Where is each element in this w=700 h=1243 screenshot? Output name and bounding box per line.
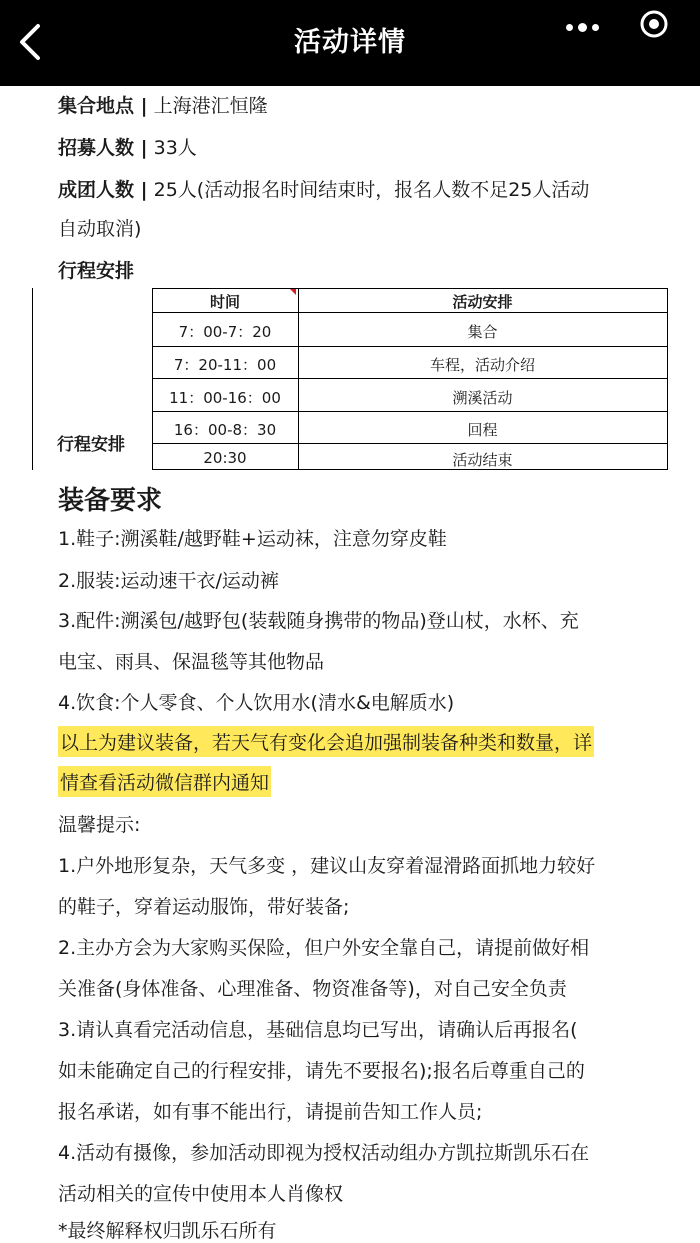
tip-line: 关准备(身体准备、心理准备、物资准备等)，对自己安全负责 <box>58 978 567 1000</box>
tip-line: *最终解释权归凯乐石所有 <box>58 1220 277 1242</box>
equipment-item: 电宝、雨具、保温毯等其他物品 <box>58 651 325 673</box>
tip-line: 1.户外地形复杂，天气多变 ，建议山友穿着湿滑路面抓地力较好 <box>58 855 596 877</box>
tip-line: 3.请认真看完活动信息，基础信息均已写出，请确认后再报名( <box>58 1019 578 1041</box>
table-cell-activity: 车程，活动介绍 <box>429 356 535 374</box>
location-row <box>58 91 268 118</box>
more-dots-icon[interactable] <box>566 20 602 34</box>
table-cell-activity: 集合 <box>467 323 498 341</box>
recruit-row <box>58 133 197 160</box>
top-nav-bar <box>0 0 700 86</box>
tip-line: 的鞋子，穿着运动服饰，带好装备; <box>58 896 350 918</box>
table-cell-time: 16：00-8：30 <box>173 421 277 439</box>
table-cell-time: 7：20-11：00 <box>173 356 277 374</box>
location-value: 上海港汇恒隆 <box>147 95 268 117</box>
table-cell-time: 7：00-7：20 <box>178 323 272 341</box>
schedule-row-label: 行程安排 <box>57 435 125 455</box>
table-cell-time: 11：00-16：00 <box>169 389 281 407</box>
table-cell-activity: 溯溪活动 <box>452 389 513 407</box>
page-title: 活动详情 <box>294 27 406 58</box>
recruit-value: 33人 <box>147 137 197 159</box>
equipment-item: 1.鞋子:溯溪鞋/越野鞋+运动袜，注意勿穿皮鞋 <box>58 528 447 550</box>
column-header-time: 时间 <box>209 293 240 311</box>
table-cell-activity: 活动结束 <box>452 451 513 469</box>
equipment-notice-highlight: 以上为建议装备，若天气有变化会追加强制装备种类和数量，详 <box>58 726 594 757</box>
equipment-item: 3.配件:溯溪包/越野包(装载随身携带的物品)登山杖，水杯、充 <box>58 610 579 632</box>
group-row <box>58 175 589 202</box>
schedule-heading: 行程安排 <box>58 260 135 282</box>
table-cell-time: 20:30 <box>203 449 247 467</box>
equipment-notice-highlight: 情查看活动微信群内通知 <box>58 766 271 797</box>
equipment-item: 4.饮食:个人零食、个人饮用水(清水&电解质水) <box>58 692 455 714</box>
tip-line: 4.活动有摄像，参加活动即视为授权活动组办方凯拉斯凯乐石在 <box>58 1142 590 1164</box>
tip-line: 报名承诺，如有事不能出行，请提前告知工作人员; <box>58 1101 483 1123</box>
tips-heading: 温馨提示: <box>58 814 141 836</box>
table-cell-activity: 回程 <box>467 421 498 439</box>
group-value-continued: 自动取消) <box>58 218 142 240</box>
tip-line: 2.主办方会为大家购买保险，但户外安全靠自己，请提前做好相 <box>58 937 590 959</box>
group-label: 成团人数 | <box>58 179 148 201</box>
location-label: 集合地点 | <box>58 95 148 117</box>
recruit-label: 招募人数 | <box>58 137 148 159</box>
tip-line: 活动相关的宣传中使用本人肖像权 <box>58 1183 344 1205</box>
group-value: 25人(活动报名时间结束时，报名人数不足25人活动 <box>147 179 590 201</box>
target-icon[interactable] <box>638 8 670 40</box>
schedule-table <box>32 288 668 470</box>
tip-line: 如未能确定自己的行程安排，请先不要报名);报名后尊重自己的 <box>58 1060 585 1082</box>
equipment-item: 2.服装:运动速干衣/运动裤 <box>58 570 279 592</box>
equipment-heading: 装备要求 <box>58 486 163 516</box>
column-header-activity: 活动安排 <box>452 293 513 311</box>
